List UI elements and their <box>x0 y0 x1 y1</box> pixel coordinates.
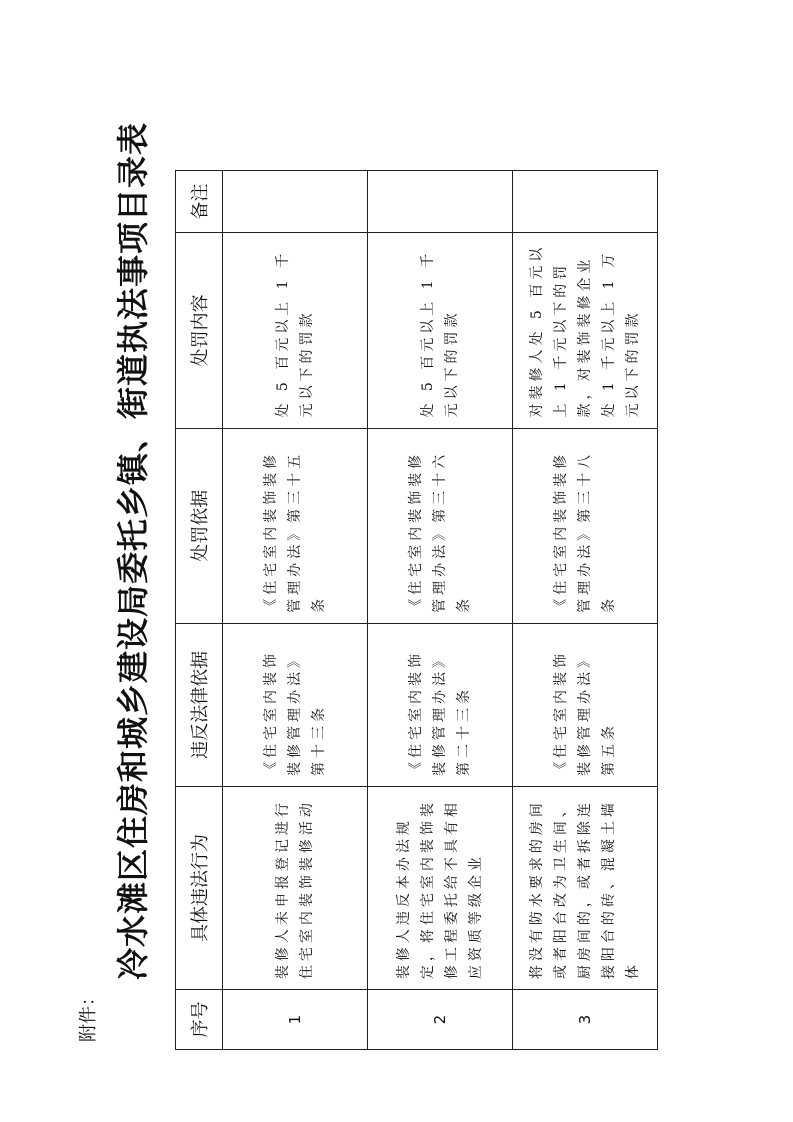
header-law-basis: 违反法律依据 <box>176 623 223 786</box>
cell-no: 3 <box>513 990 658 1050</box>
rotated-content <box>78 121 641 1050</box>
cell-penalty: 处 5 百元以上 1 千元以下的罚款 <box>223 233 368 428</box>
cell-behavior: 装修人违反本办法规定，将住宅室内装饰装修工程委托给不具有相应资质等级企业 <box>368 786 513 989</box>
cell-penalty-basis: 《住宅室内装饰装修管理办法》第三十六条 <box>368 428 513 623</box>
cell-penalty-basis: 《住宅室内装饰装修管理办法》第三十八条 <box>513 428 658 623</box>
enforcement-items-table <box>175 170 658 1050</box>
cell-penalty-basis: 《住宅室内装饰装修管理办法》第三十五条 <box>223 428 368 623</box>
header-penalty-basis: 处罚依据 <box>176 428 223 623</box>
attachment-label: 附件： <box>78 988 99 1042</box>
document-title: 冷水滩区住房和城乡建设局委托乡镇、街道执法事项目录表 <box>114 121 152 980</box>
table-header-row <box>176 171 223 1050</box>
cell-law-basis: 《住宅室内装饰装修管理办法》第五条 <box>513 623 658 786</box>
cell-no: 1 <box>223 990 368 1050</box>
cell-law-basis: 《住宅室内装饰装修管理办法》第十三条 <box>223 623 368 786</box>
header-behavior: 具体违法行为 <box>176 786 223 989</box>
cell-behavior: 装修人未申报登记进行住宅室内装饰装修活动 <box>223 786 368 989</box>
cell-note <box>223 171 368 233</box>
cell-penalty: 对装修人处 5 百元以上 1 千元以下的罚款，对装饰装修企业处 1 千元以上 1 万元以下的罚款 <box>513 233 658 428</box>
cell-penalty: 处 5 百元以上 1 千元以下的罚款 <box>368 233 513 428</box>
header-penalty: 处罚内容 <box>176 233 223 428</box>
header-no: 序号 <box>176 990 223 1050</box>
cell-behavior: 将没有防水要求的房间或者阳台改为卫生间、厨房间的，或者拆除连接阳台的砖、混凝土墙体 <box>513 786 658 989</box>
table-row <box>513 171 658 1050</box>
cell-note <box>513 171 658 233</box>
table-row <box>223 171 368 1050</box>
table-row <box>368 171 513 1050</box>
header-note: 备注 <box>176 171 223 233</box>
cell-no: 2 <box>368 990 513 1050</box>
cell-note <box>368 171 513 233</box>
cell-law-basis: 《住宅室内装饰装修管理办法》第二十三条 <box>368 623 513 786</box>
